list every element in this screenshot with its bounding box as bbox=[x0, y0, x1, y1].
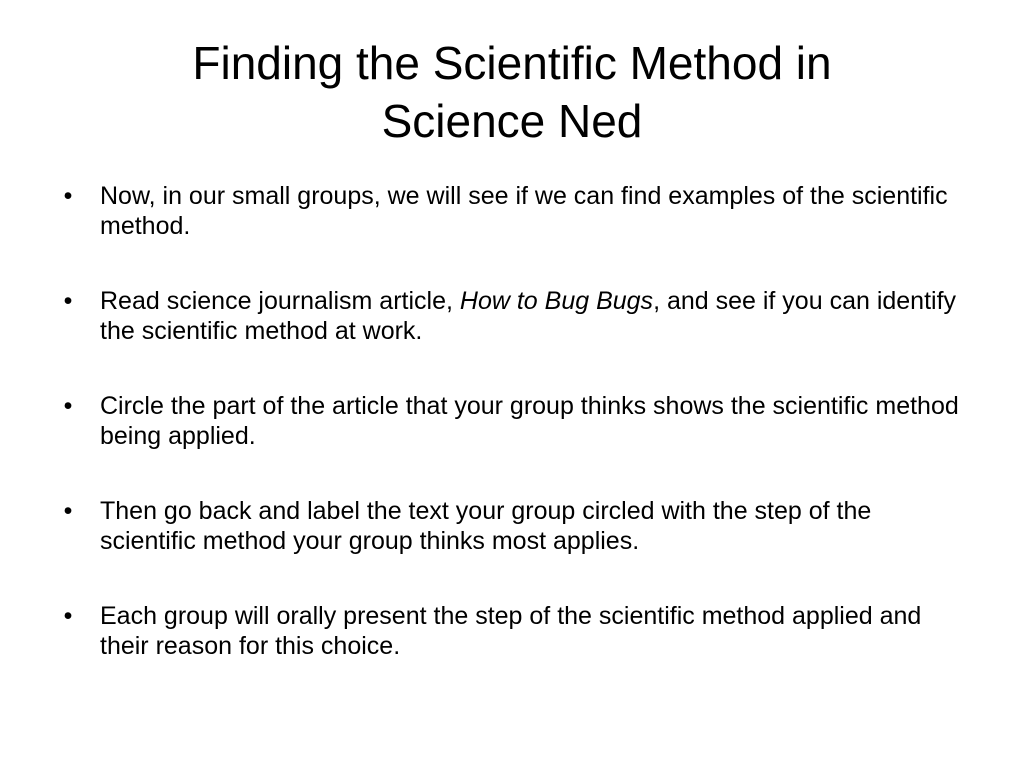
bullet-item bbox=[58, 496, 968, 556]
bullet-text-part: Read science journalism article, bbox=[100, 287, 460, 315]
bullet-marker: • bbox=[63, 602, 73, 630]
bullet-text: Then go back and label the text your group circled with the step of the scientific method your group thinks most applies. bbox=[100, 497, 872, 555]
bullet-text: Circle the part of the article that your group thinks shows the scientific method being applied. bbox=[100, 392, 959, 450]
bullet-list bbox=[58, 181, 968, 706]
bullet-text bbox=[100, 287, 956, 345]
bullet-marker: • bbox=[63, 182, 73, 210]
bullet-item bbox=[58, 391, 968, 451]
bullet-item bbox=[58, 286, 968, 346]
slide-title-line-1: Finding the Scientific Method in bbox=[192, 37, 832, 89]
bullet-item bbox=[58, 181, 968, 241]
bullet-marker: • bbox=[63, 287, 73, 315]
bullet-marker: • bbox=[63, 497, 73, 525]
bullet-item bbox=[58, 601, 968, 661]
slide-title-line-2: Science Ned bbox=[381, 95, 643, 147]
slide-title bbox=[100, 34, 924, 150]
bullet-text: Now, in our small groups, we will see if we can find examples of the scientific method. bbox=[100, 182, 948, 240]
article-title: How to Bug Bugs bbox=[459, 287, 654, 315]
bullet-marker: • bbox=[63, 392, 73, 420]
bullet-text-part: , and see if you can identify the scientific method at work. bbox=[100, 287, 957, 345]
bullet-text: Each group will orally present the step of the scientific method applied and their reason for this choice. bbox=[100, 602, 922, 660]
